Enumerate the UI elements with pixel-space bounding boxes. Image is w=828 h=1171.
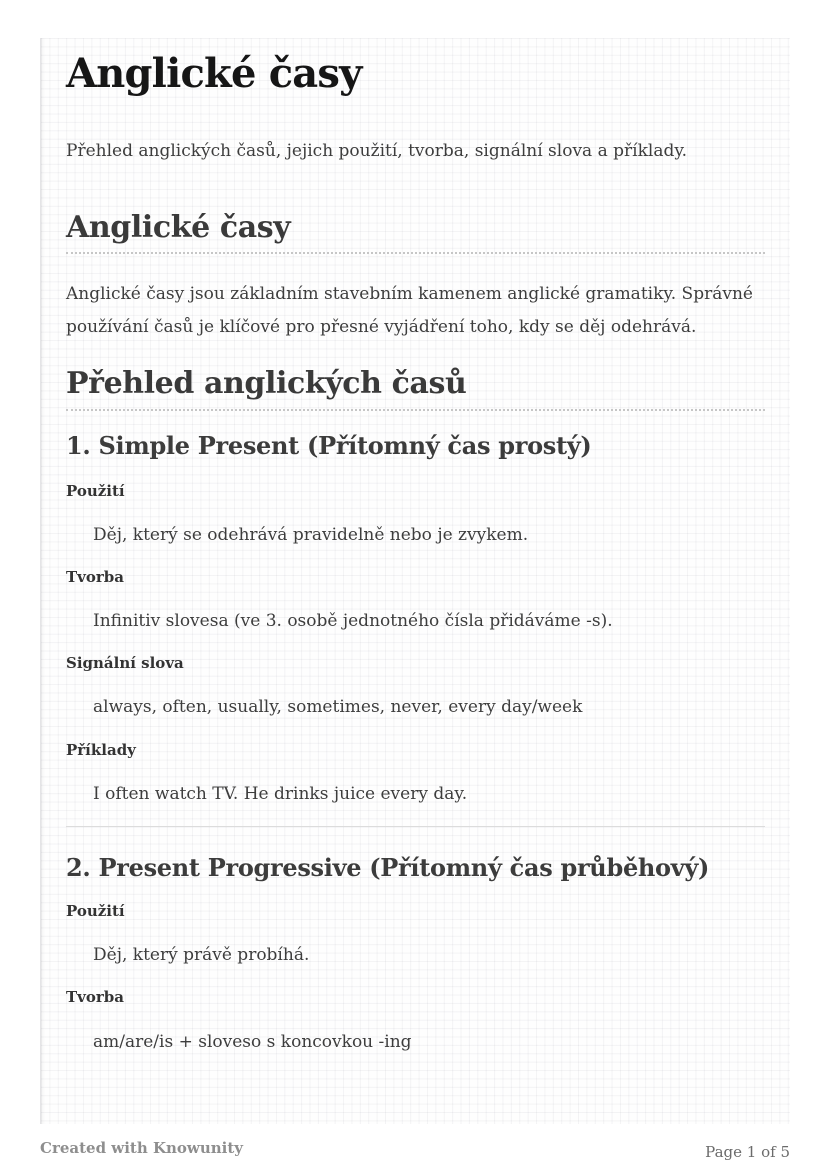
tense-1-label-priklady: Příklady xyxy=(66,740,136,759)
tense-1-heading: 1. Simple Present (Přítomný čas prostý) xyxy=(66,430,592,460)
tense-2-label-tvorba: Tvorba xyxy=(66,988,124,1007)
section-heading: Anglické časy xyxy=(66,209,765,255)
section-divider xyxy=(66,826,765,827)
page-number: Page 1 of 5 xyxy=(705,1143,790,1161)
tense-2-text-pouziti: Děj, který právě probíhá. xyxy=(93,945,310,966)
tense-1-label-tvorba: Tvorba xyxy=(66,567,124,586)
tense-1-text-tvorba: Infinitiv slovesa (ve 3. osobě jednotného čísla přidáváme -s). xyxy=(93,611,613,632)
branding-footer: Created with Knowunity xyxy=(40,1139,243,1157)
tense-2-text-tvorba: am/are/is + sloveso s koncovkou -ing xyxy=(93,1031,412,1052)
overview-heading: Přehled anglických časů xyxy=(66,365,765,411)
document-title: Anglické časy xyxy=(66,50,362,97)
tense-1-label-signalni-slova: Signální slova xyxy=(66,654,184,673)
tense-1-text-priklady: I often watch TV. He drinks juice every day. xyxy=(93,783,468,804)
tense-2-label-pouziti: Použití xyxy=(66,901,125,920)
tense-1-text-pouziti: Děj, který se odehrává pravidelně nebo je zvykem. xyxy=(93,524,529,545)
tense-1-text-signalni-slova: always, often, usually, sometimes, never, every day/week xyxy=(93,697,583,718)
tense-2-heading: 2. Present Progressive (Přítomný čas průběhový) xyxy=(66,852,710,882)
document-subtitle: Přehled anglických časů, jejich použití, tvorba, signální slova a příklady. xyxy=(66,141,688,161)
tense-1-label-pouziti: Použití xyxy=(66,481,125,500)
grid-paper-canvas xyxy=(40,38,790,1124)
section-paragraph: Anglické časy jsou základním stavebním kamenem anglické gramatiky. Správné používání časů je klíčové pro přesné vyjádření toho, kdy se děj odehrává. xyxy=(66,284,753,337)
